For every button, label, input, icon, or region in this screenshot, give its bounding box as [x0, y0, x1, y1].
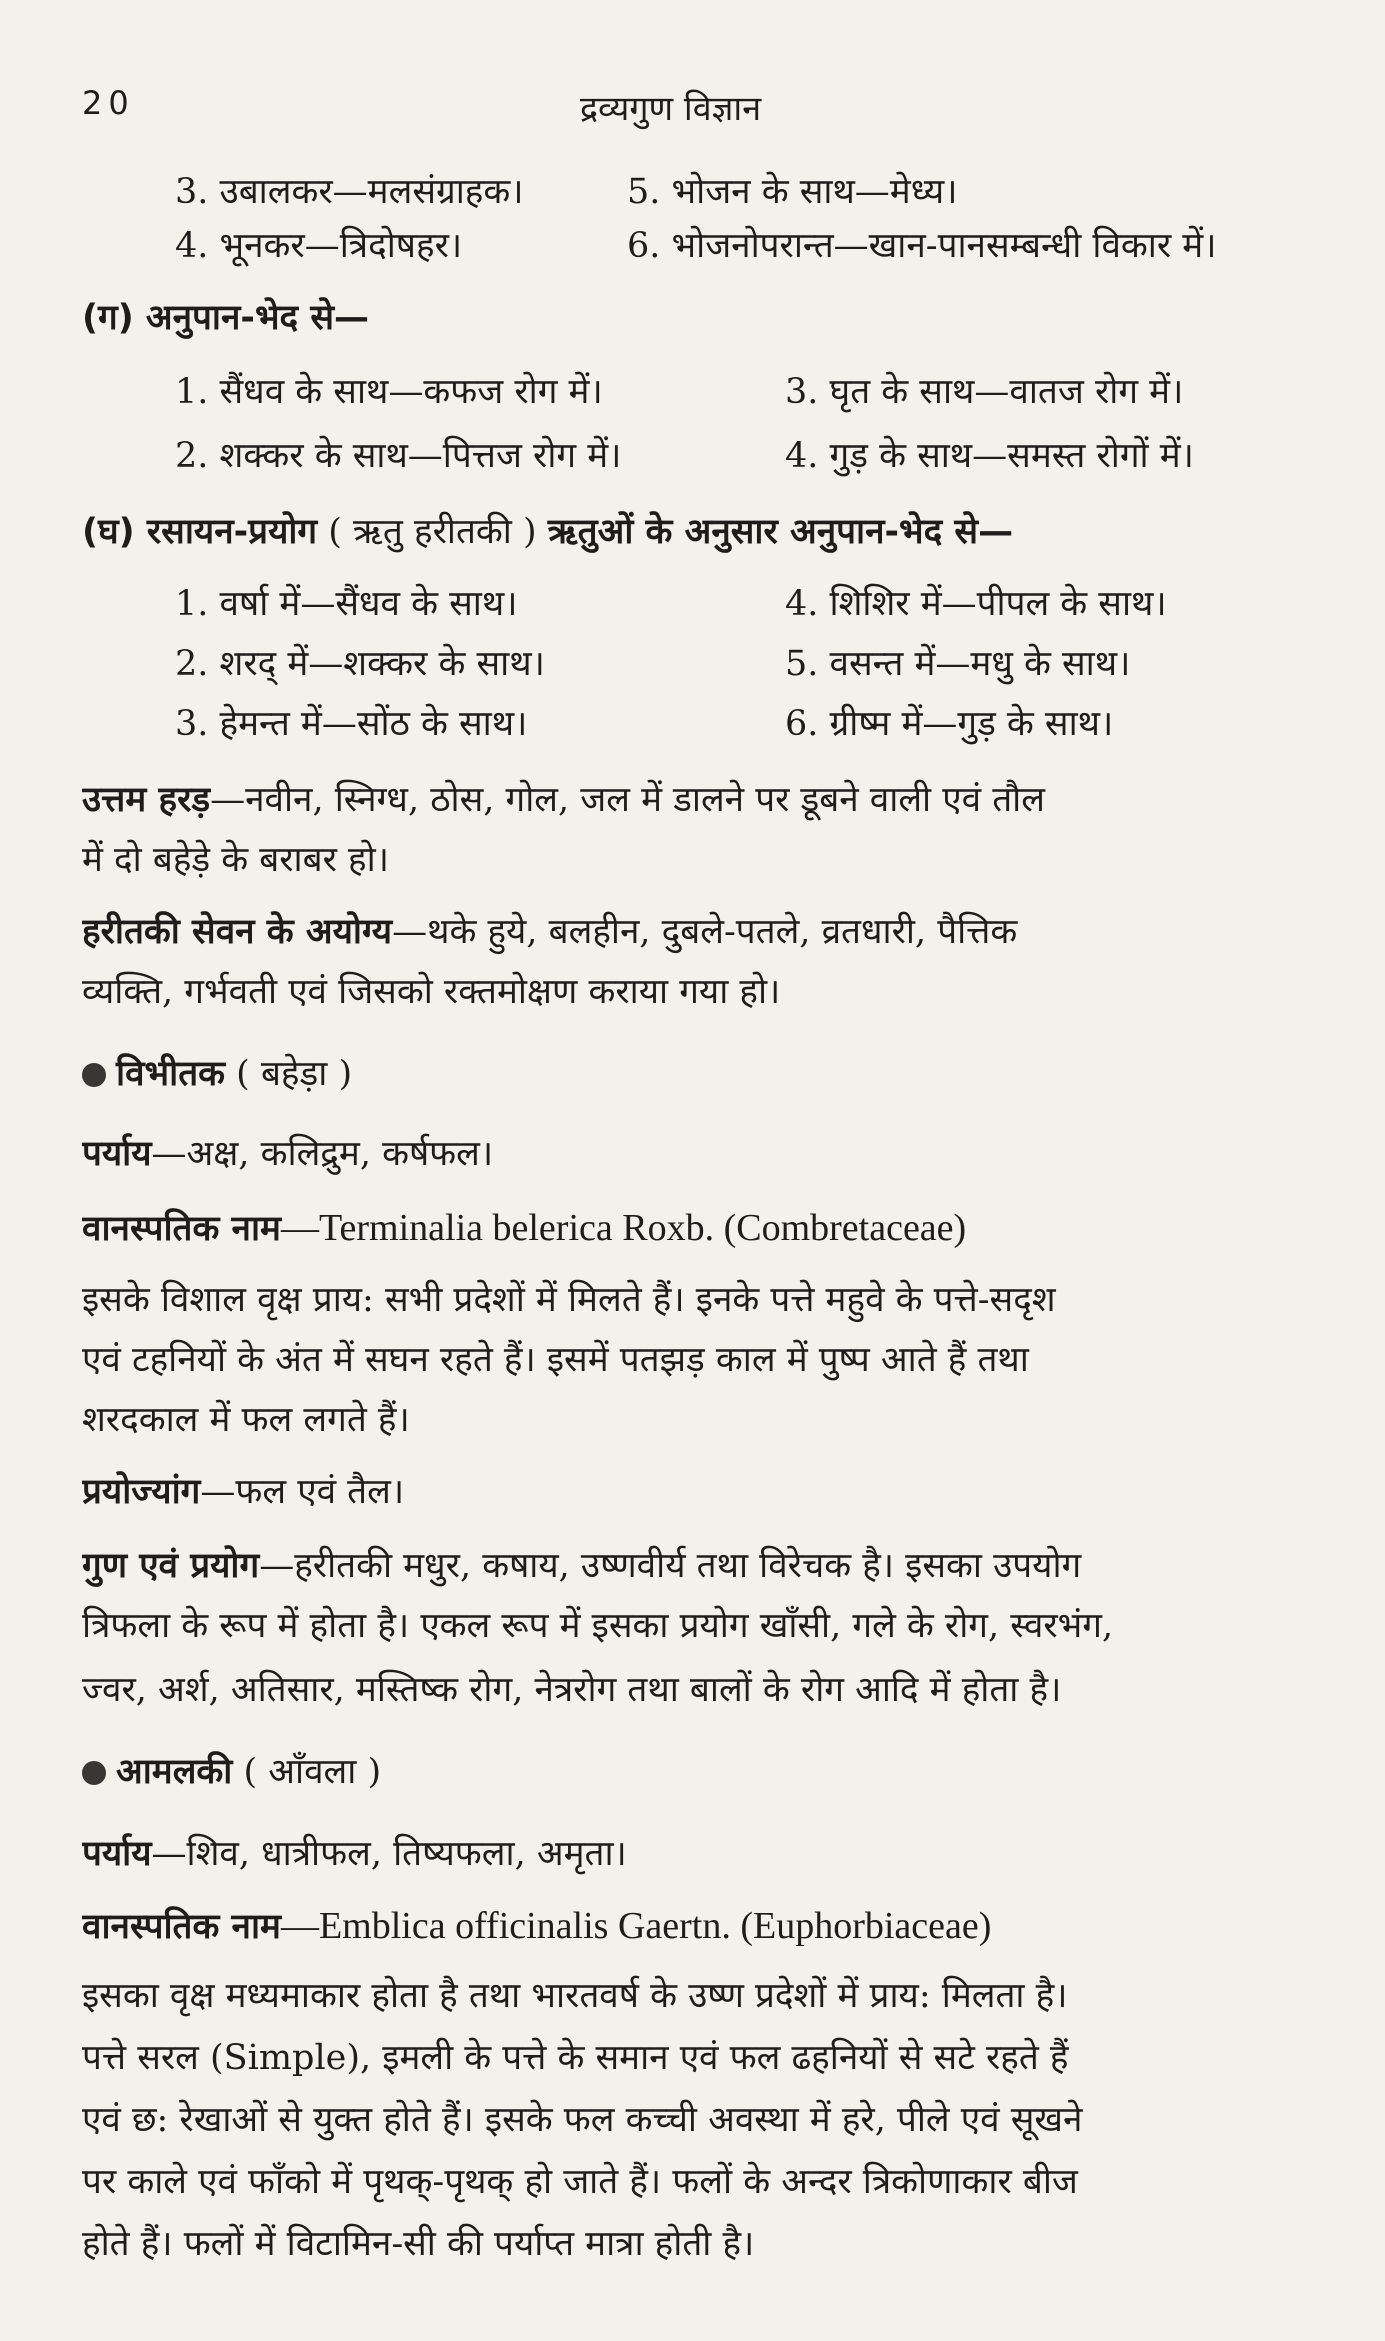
page-number: 20	[82, 84, 135, 122]
term-label: प्रयोज्यांग	[82, 1472, 201, 1512]
botanical-name: —Terminalia belerica Roxb. (Combretaceae)	[280, 1207, 967, 1249]
paragraph-line: एवं टहनियों के अंत में सघन रहते हैं। इसमें पतझड़ काल में पुष्प आते हैं तथा	[82, 1340, 1029, 1380]
term-text: —फल एवं तैल।	[200, 1472, 405, 1512]
paragraph-line: में दो बहेड़े के बराबर हो।	[82, 840, 389, 880]
paragraph-line: इसके विशाल वृक्ष प्राय: सभी प्रदेशों में मिलते हैं। इनके पत्ते महुवे के पत्ते-सदृश	[82, 1280, 1056, 1320]
list-row	[82, 432, 1304, 480]
term-text: —थके हुये, बलहीन, दुबले-पतले, व्रतधारी, पैत्तिक	[392, 912, 1018, 952]
paragraph-line	[82, 908, 1304, 956]
section-heading: (ग) अनुपान-भेद से—	[82, 298, 369, 338]
list-item: 2. शक्कर के साथ—पित्तज रोग में।	[175, 436, 622, 476]
bullet-icon	[82, 1063, 106, 1087]
paragraph-line: त्रिफला के रूप में होता है। एकल रूप में इसका प्रयोग खाँसी, गले के रोग, स्वरभंग,	[82, 1606, 1114, 1646]
term-text: —शिव, धात्रीफल, तिष्यफला, अमृता।	[151, 1834, 627, 1874]
term-label: वानस्पतिक नाम	[82, 1209, 281, 1249]
list-item: 4. गुड़ के साथ—समस्त रोगों में।	[785, 436, 1194, 476]
term-text: —हरीतकी मधुर, कषाय, उष्णवीर्य तथा विरेचक है। इसका उपयोग	[259, 1546, 1082, 1586]
term-text: —नवीन, स्निग्ध, ठोस, गोल, जल में डालने पर डूबने वाली एवं तौल	[210, 780, 1045, 820]
paragraph-line	[82, 1204, 1304, 1252]
paragraph-line: एवं छ: रेखाओं से युक्त होते हैं। इसके फल कच्ची अवस्था में हरे, पीले एवं सूखने	[82, 2100, 1083, 2140]
paragraph-line	[82, 1902, 1304, 1950]
list-row	[82, 640, 1304, 688]
list-item: 6. ग्रीष्म में—गुड़ के साथ।	[785, 704, 1114, 744]
list-item: 3. उबालकर—मलसंग्राहक।	[175, 172, 524, 212]
paragraph-line	[82, 776, 1304, 824]
paragraph-line: होते हैं। फलों में विटामिन-सी की पर्याप्त मात्रा होती है।	[82, 2224, 755, 2264]
list-item: 1. वर्षा में—सैंधव के साथ।	[175, 584, 518, 624]
running-title: द्रव्यगुण विज्ञान	[580, 89, 762, 129]
bullet-icon	[82, 1761, 106, 1785]
botanical-name: —Emblica officinalis Gaertn. (Euphorbiaceae)	[280, 1905, 992, 1947]
list-item: 3. घृत के साथ—वातज रोग में।	[785, 372, 1184, 412]
term-label: हरीतकी सेवन के अयोग्य	[82, 912, 393, 952]
list-row	[82, 580, 1304, 628]
paragraph-line: इसका वृक्ष मध्यमाकार होता है तथा भारतवर्ष के उष्ण प्रदेशों में प्राय: मिलता है।	[82, 1976, 1068, 2016]
list-row	[82, 222, 1304, 270]
section-heading	[82, 508, 1304, 556]
term-label: पर्याय	[82, 1834, 152, 1874]
paragraph-line: व्यक्ति, गर्भवती एवं जिसको रक्तमोक्षण कराया गया हो।	[82, 972, 781, 1012]
paragraph-line	[82, 1130, 1304, 1178]
paragraph-line: पर काले एवं फाँको में पृथक्-पृथक् हो जाते हैं। फलों के अन्दर त्रिकोणाकार बीज	[82, 2162, 1078, 2202]
list-row	[82, 168, 1304, 216]
paragraph-line: पत्ते सरल (Simple), इमली के पत्ते के समान एवं फल ढहनियों से सटे रहते हैं	[82, 2038, 1069, 2078]
paragraph-line	[82, 1542, 1304, 1590]
heading-part: ( ऋतु हरीतकी )	[328, 512, 537, 552]
list-item: 5. वसन्त में—मधु के साथ।	[785, 644, 1131, 684]
term-text: —अक्ष, कलिद्रुम, कर्षफल।	[151, 1134, 494, 1174]
list-item: 4. शिशिर में—पीपल के साथ।	[785, 584, 1167, 624]
term-label: उत्तम हरड़	[82, 780, 211, 820]
paragraph-line: ज्वर, अर्श, अतिसार, मस्तिष्क रोग, नेत्ररोग तथा बालों के रोग आदि में होता है।	[82, 1670, 1062, 1710]
heading-part: ऋतुओं के अनुसार अनुपान-भेद से—	[547, 512, 1014, 552]
list-item: 3. हेमन्त में—सोंठ के साथ।	[175, 704, 528, 744]
list-item: 5. भोजन के साथ—मेध्य।	[627, 172, 958, 212]
heading-part: (घ) रसायन-प्रयोग	[82, 512, 318, 552]
paragraph-line	[82, 1830, 1304, 1878]
list-row	[82, 368, 1304, 416]
list-item: 2. शरद् में—शक्कर के साथ।	[175, 644, 545, 684]
section-title	[82, 1050, 1304, 1098]
list-item: 1. सैंधव के साथ—कफज रोग में।	[175, 372, 603, 412]
herb-name: आमलकी	[116, 1752, 233, 1792]
herb-alt-name: ( बहेड़ा )	[236, 1054, 353, 1094]
paragraph-line: शरदकाल में फल लगते हैं।	[82, 1400, 410, 1440]
term-label: पर्याय	[82, 1134, 152, 1174]
term-label: वानस्पतिक नाम	[82, 1907, 281, 1947]
section-title	[82, 1748, 1304, 1796]
term-label: गुण एवं प्रयोग	[82, 1546, 260, 1586]
list-item: 4. भूनकर—त्रिदोषहर।	[175, 226, 463, 266]
paragraph-line	[82, 1468, 1304, 1516]
list-row	[82, 700, 1304, 748]
herb-alt-name: ( आँवला )	[243, 1752, 382, 1792]
herb-name: विभीतक	[116, 1054, 226, 1094]
list-item: 6. भोजनोपरान्त—खान-पानसम्बन्धी विकार में।	[627, 226, 1217, 266]
